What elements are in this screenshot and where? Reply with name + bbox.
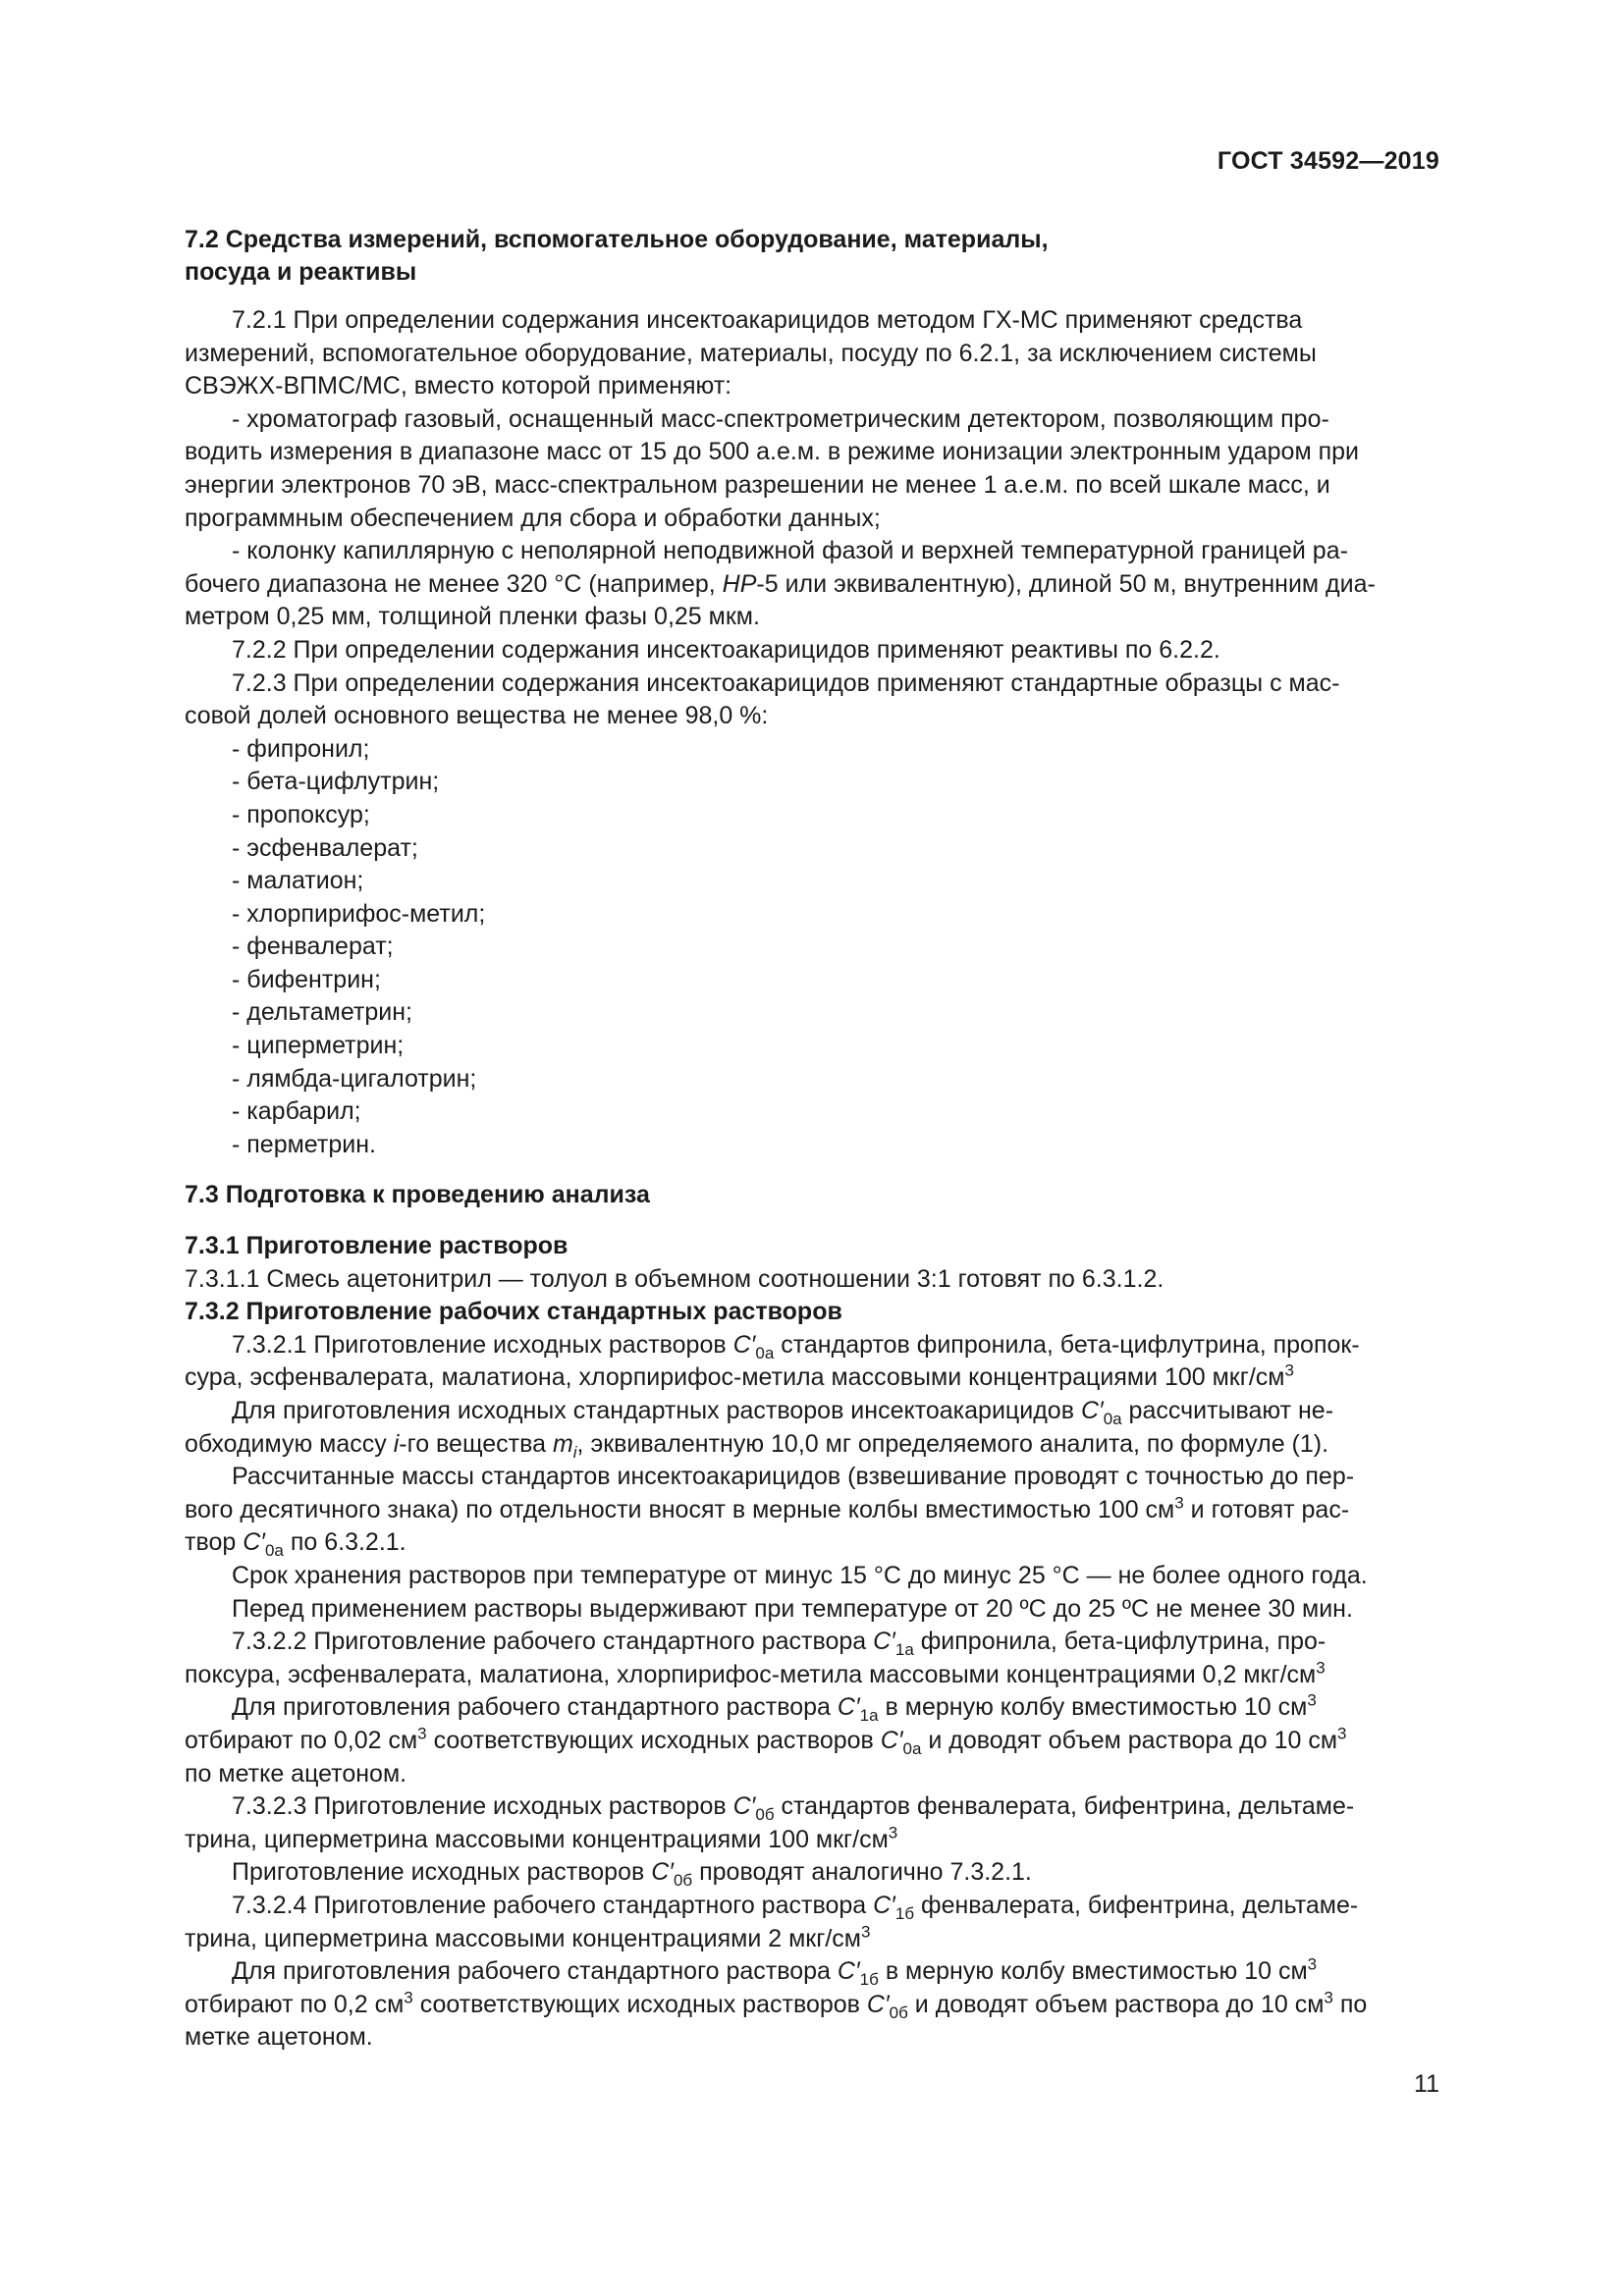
subsection-heading-7-3-1: 7.3.1 Приготовление растворов bbox=[185, 1232, 568, 1260]
text-line: трина, циперметрина массовыми концентрациями 2 мкг/$см^3$ bbox=[185, 1922, 871, 1952]
paragraph-before-use: Перед применением растворы выдерживают при температуре от 20 ºС до 25 ºС не менее 30 мин. bbox=[232, 1594, 1353, 1623]
text-line: отбирают по 0,02 $см^3$ соответствующих исходных растворов $C'_{0a}$ и доводят объем раствора до 10 $см^3$ bbox=[185, 1724, 1347, 1758]
text-line: Для приготовления исходных стандартных растворов инсектоакарицидов $C'_{0a}$ рассчитывают не- bbox=[232, 1397, 1334, 1428]
list-item: - лямбда-цигалотрин; bbox=[232, 1064, 477, 1093]
paragraph-7-3-2-4 bbox=[185, 1890, 1441, 1955]
paragraph-7-3-2-3 bbox=[185, 1790, 1441, 1856]
list-item: - эсфенвалерат; bbox=[232, 833, 418, 862]
text-line: измерений, вспомогательное оборудование, материалы, посуду по 6.2.1, за исключением системы bbox=[185, 339, 1317, 367]
text-line: вого десятичного знака) по отдельности вносят в мерные колбы вместимостью 100 $см^3$ и готовят рас- bbox=[185, 1493, 1350, 1523]
section-heading-7-2 bbox=[185, 224, 1441, 289]
page-number: 11 bbox=[1414, 2070, 1439, 2098]
text-line: СВЭЖХ-ВПМС/МС, вместо которой применяют: bbox=[185, 372, 732, 400]
heading-line: 7.2 Средства измерений, вспомогательное оборудование, материалы, bbox=[185, 226, 1049, 253]
text-line: поксура, эсфенвалерата, малатиона, хлорпирифос-метила массовыми концентрациями 0,2 мкг/$см^3$ bbox=[185, 1658, 1326, 1688]
text-line: бочего диапазона не менее 320 °С (например, HP-5 или эквивалентную), длиной 50 м, внутренним диа- bbox=[185, 569, 1376, 598]
list-item: - фипронил; bbox=[232, 734, 370, 763]
section-heading-7-3: 7.3 Подготовка к проведению анализа bbox=[185, 1181, 650, 1209]
text-line: трина, циперметрина массовыми концентрациями 100 мкг/$см^3$ bbox=[185, 1823, 898, 1853]
text-line: сура, эсфенвалерата, малатиона, хлорпирифос-метила массовыми концентрациями 100 мкг/$см^3$ bbox=[185, 1362, 1294, 1392]
paragraph-weighing bbox=[185, 1461, 1441, 1560]
text-line: 7.2.3 При определении содержания инсектоакарицидов применяют стандартные образцы с мас- bbox=[232, 668, 1340, 697]
paragraph-7-2-2: 7.2.2 При определении содержания инсектоакарицидов применяют реактивы по 6.2.2. bbox=[232, 635, 1220, 664]
paragraph-7-2-1 bbox=[185, 304, 1441, 403]
list-item: - фенвалерат; bbox=[232, 933, 394, 961]
text-line: метке ацетоном. bbox=[185, 2023, 373, 2052]
document-header: ГОСТ 34592—2019 bbox=[1217, 147, 1439, 175]
text-line: - хроматограф газовый, оснащенный масс-спектрометрическим детектором, позволяющим про- bbox=[232, 404, 1329, 433]
text-line: твор $C'_{0a}$ по 6.3.2.1. bbox=[185, 1528, 406, 1561]
text-line: - колонку капиллярную с неполярной неподвижной фазой и верхней температурной границей ра- bbox=[232, 537, 1348, 565]
paragraph-working-1b bbox=[185, 1955, 1441, 2055]
text-line: 7.2.1 При определении содержания инсектоакарицидов методом ГХ-МС применяют средства bbox=[232, 306, 1303, 334]
paragraph-mass-calc bbox=[185, 1395, 1441, 1461]
list-item: - перметрин. bbox=[232, 1130, 376, 1158]
text-line: энергии электронов 70 эВ, масс-спектральном разрешении не менее 1 а.е.м. по всей шкале масс, и bbox=[185, 470, 1330, 499]
text-line: Рассчитанные массы стандартов инсектоакарицидов (взвешивание проводят с точностью до пер- bbox=[232, 1463, 1355, 1491]
paragraph-working-1a bbox=[185, 1691, 1441, 1790]
substance-list bbox=[185, 733, 1441, 1162]
text-line: Для приготовления рабочего стандартного раствора $C'_{1б}$ в мерную колбу вместимостью 10 $см^3$ bbox=[232, 1954, 1318, 1990]
list-item: - бифентрин; bbox=[232, 965, 381, 993]
bullet-gas-chromatograph bbox=[185, 403, 1441, 535]
text-line: отбирают по 0,2 $см^3$ соответствующих исходных растворов $C'_{0б}$ и доводят объем раствора до 10 $см^3$ по bbox=[185, 1988, 1368, 2022]
text-line: Для приготовления рабочего стандартного раствора $C'_{1a}$ в мерную колбу вместимостью 10 $см^3$ bbox=[232, 1691, 1317, 1726]
text-line: по метке ацетоном. bbox=[185, 1759, 407, 1788]
text-line: 7.3.2.4 Приготовление рабочего стандартного раствора $C'_{1б}$ фенвалерата, бифентрина, дельтаме- bbox=[232, 1891, 1359, 1923]
text-line: программным обеспечением для сбора и обработки данных; bbox=[185, 504, 881, 532]
column-model: HP bbox=[722, 569, 757, 598]
text-line: 7.3.2.1 Приготовление исходных растворов $C'_{0a}$ стандартов фипронила, бета-цифлутрина, пропок- bbox=[232, 1330, 1360, 1362]
paragraph-storage: Срок хранения растворов при температуре от минус 15 °С до минус 25 °С — не более одного года. bbox=[232, 1561, 1368, 1589]
list-item: - малатион; bbox=[232, 867, 364, 895]
text-line: 7.3.2.2 Приготовление рабочего стандартного раствора $C'_{1a}$ фипронила, бета-цифлутрина, про- bbox=[232, 1628, 1326, 1660]
list-item: - дельтаметрин; bbox=[232, 998, 412, 1027]
list-item: - хлорпирифос-метил; bbox=[232, 899, 486, 928]
list-item: - пропоксур; bbox=[232, 800, 370, 828]
text-line: 7.3.2.3 Приготовление исходных растворов $C'_{0б}$ стандартов фенвалерата, бифентрина, дельтаме- bbox=[232, 1792, 1355, 1825]
heading-line: посуда и реактивы bbox=[185, 258, 417, 286]
list-item: - бета-цифлутрин; bbox=[232, 768, 440, 796]
text-line: совой долей основного вещества не менее 98,0 %: bbox=[185, 702, 769, 730]
text-line: обходимую массу i-го вещества $m_i$, эквивалентную 10,0 мг определяемого аналита, по формуле (1). bbox=[185, 1429, 1329, 1462]
text-line: водить измерения в диапазоне масс от 15 до 500 а.е.м. в режиме ионизации электронным ударом при bbox=[185, 438, 1359, 466]
paragraph-7-3-2-2 bbox=[185, 1626, 1441, 1691]
bullet-capillary-column bbox=[185, 535, 1441, 634]
paragraph-7-3-1-1: 7.3.1.1 Смесь ацетонитрил — толуол в объемном соотношении 3:1 готовят по 6.3.1.2. bbox=[185, 1264, 1164, 1293]
list-item: - циперметрин; bbox=[232, 1032, 405, 1060]
document-body bbox=[185, 224, 1441, 2055]
text-line: метром 0,25 мм, толщиной пленки фазы 0,25 мкм. bbox=[185, 603, 760, 631]
list-item: - карбарил; bbox=[232, 1097, 361, 1126]
paragraph-7-2-3 bbox=[185, 667, 1441, 733]
paragraph-7-3-2-1 bbox=[185, 1329, 1441, 1395]
subsection-heading-7-3-2: 7.3.2 Приготовление рабочих стандартных растворов bbox=[185, 1298, 842, 1326]
paragraph-prep-0b: Приготовление исходных растворов $C'_{0б}$ проводят аналогично 7.3.2.1. bbox=[232, 1858, 1032, 1891]
